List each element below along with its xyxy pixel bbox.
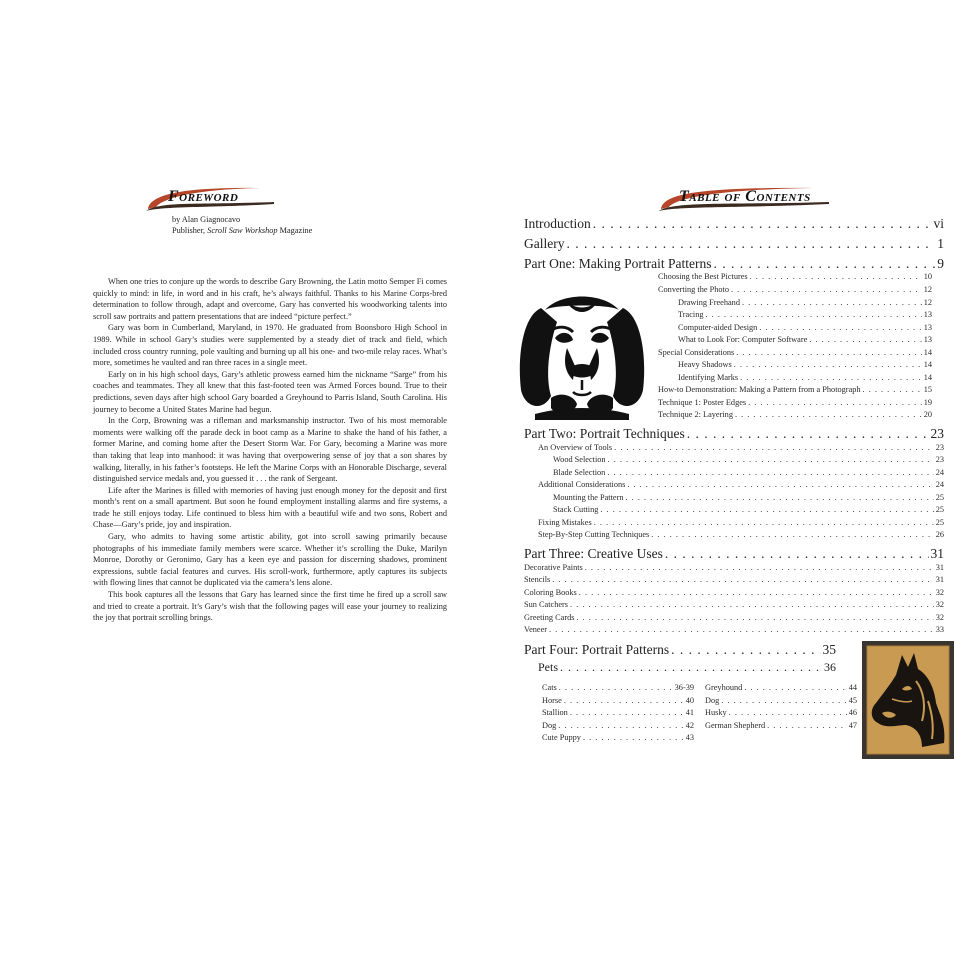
toc-entry[interactable]: Heavy Shadows . . . 14 (678, 360, 932, 369)
toc-entry[interactable]: Mounting the Pattern . . . 25 (553, 493, 944, 502)
toc-entry[interactable]: Identifying Marks . . . 14 (678, 373, 932, 382)
toc-entry[interactable]: Special Considerations . . . 14 (658, 348, 932, 357)
toc-entry[interactable]: Technique 2: Layering . . . 20 (658, 410, 932, 419)
toc-entry[interactable]: Wood Selection . . . 23 (553, 455, 944, 464)
toc-entry[interactable]: What to Look For: Computer Software . . . 13 (678, 335, 932, 344)
toc-entry[interactable]: Gallery . . . 1 (524, 236, 944, 252)
toc-entry[interactable]: Sun Catchers . . . 32 (524, 600, 944, 609)
foreword-header (140, 183, 290, 217)
toc-entry[interactable]: Greeting Cards . . . 32 (524, 613, 944, 622)
toc-entry[interactable]: How-to Demonstration: Making a Pattern from a Photograph . . . 15 (658, 385, 932, 394)
byline-publisher: Publisher, Scroll Saw Workshop Magazine (172, 226, 313, 235)
dog-portrait-illustration (515, 286, 649, 420)
toc-entry[interactable]: Part One: Making Portrait Patterns . . . 9 (524, 256, 944, 272)
toc-entry[interactable]: Tracing . . . 13 (678, 310, 932, 319)
toc-entry[interactable]: Stack Cutting . . . 25 (553, 505, 944, 514)
toc-entry[interactable]: Coloring Books . . . 32 (524, 588, 944, 597)
paragraph: This book captures all the lessons that Gary has learned since the first time he fired up a scroll saw and tried to create a portrait. It’s Gary’s wish that the following pages will ease your journey to realizing the joy that portrait scrolling brings. (93, 590, 447, 623)
byline-author: by Alan Giagnocavo (172, 215, 241, 224)
horse-portrait-illustration (862, 641, 954, 759)
toc-entry[interactable]: Part Three: Creative Uses . . . 31 (524, 546, 944, 562)
paragraph: Gary, who admits to having some artistic ability, got into scroll sawing primarily because photographs of his immediate family members were scarce. Whether it’s scrolling the Duke, Marilyn Monroe, Dorothy or Geronimo, Gary has a keen eye and passion for discerning shadows, prominent expressions, subtle facial features and curves. His scroll-work, furthermore, aptly captures its subjects with flowing lines that cannot be duplicated via the camera’s lens alone. (93, 532, 447, 588)
toc-entry[interactable]: Stencils . . . 31 (524, 575, 944, 584)
toc-entry[interactable]: Part Four: Portrait Patterns . . . 35 (524, 642, 836, 658)
toc-entry[interactable]: Blade Selection . . . 24 (553, 468, 944, 477)
toc-entry[interactable]: Decorative Paints . . . 31 (524, 563, 944, 572)
toc-entry[interactable]: Husky . . . 46 (705, 708, 857, 717)
toc-entry[interactable]: Additional Considerations . . . 24 (538, 480, 944, 489)
toc-entry[interactable]: Converting the Photo . . . 12 (658, 285, 932, 294)
foreword-title: Foreword (168, 188, 239, 205)
toc-entry[interactable]: Introduction . . . vi (524, 216, 944, 232)
toc-entry[interactable]: Choosing the Best Pictures . . . 10 (658, 272, 932, 281)
toc-entry[interactable]: Dog . . . 45 (705, 696, 857, 705)
toc-entry[interactable]: Cats . . . 36-39 (542, 683, 694, 692)
toc-entry[interactable]: Part Two: Portrait Techniques . . . 23 (524, 426, 944, 442)
toc-entry[interactable]: Veneer . . . 33 (524, 625, 944, 634)
toc-entry[interactable]: Dog . . . 42 (542, 721, 694, 730)
toc-entry[interactable]: Drawing Freehand . . . 12 (678, 298, 932, 307)
paragraph: When one tries to conjure up the words to describe Gary Browning, the Latin motto Semper Fi comes quickly to mind: in life, in word and in his craft, he’s always faithful. Thanks to his Marine Corps-bred determination to follow through, adapt and overcome, Gary has converted his woodworking talents into scroll saw portraits and pattern presentations that are indeed “picture perfect.” (93, 277, 447, 321)
foreword-body (93, 276, 447, 624)
toc-header (653, 183, 843, 217)
toc-entry[interactable]: Greyhound . . . 44 (705, 683, 857, 692)
toc-entry[interactable]: Cute Puppy . . . 43 (542, 733, 694, 742)
toc-entry[interactable]: Pets . . . 36 (538, 660, 836, 675)
toc-entry[interactable]: Technique 1: Poster Edges . . . 19 (658, 398, 932, 407)
toc-entry[interactable]: Horse . . . 40 (542, 696, 694, 705)
toc-entry[interactable]: Computer-aided Design . . . 13 (678, 323, 932, 332)
toc-entry[interactable]: German Shepherd . . . 47 (705, 721, 857, 730)
paragraph: Life after the Marines is filled with memories of having just enough money for the deposit and first month’s rent on a small apartment. But soon he found employment installing alarms and fire systems, a trade he still enjoys today. Life continued to bless him with a beautiful wife and two sons, Robert and Chase—Gary’s pride, joy and inspiration. (93, 485, 447, 530)
toc-entry[interactable]: An Overview of Tools . . . 23 (538, 443, 944, 452)
toc-entry[interactable]: Step-By-Step Cutting Techniques . . . 26 (538, 530, 944, 539)
toc-title: Table of Contents (679, 188, 811, 205)
paragraph: Early on in his high school days, Gary’s athletic prowess earned him the nickname “Sarge” from his coaches and teammates. They all knew that this fast-footed teen was Armed Forces bound. True to their predictions, seven days after high school Gary boarded a Greyhound to Parris Island, South Carolina. His journey to become a United States Marine had begun. (93, 369, 447, 414)
toc-entry[interactable]: Fixing Mistakes . . . 25 (538, 518, 944, 527)
toc-entry[interactable]: Stallion . . . 41 (542, 708, 694, 717)
toc-page (485, 0, 970, 970)
paragraph: Gary was born in Cumberland, Maryland, in 1970. He graduated from Boonsboro High School in 1989. While in school Gary’s studies were supplemented by a steady diet of track and field, which included cross country running, pole vaulting and burning up all his one- and two-mile relay races. What’s more, sometimes he vaulted and ran three races in a single meet. (93, 323, 447, 368)
magazine-name: Scroll Saw Workshop (207, 226, 278, 235)
paragraph: In the Corp, Browning was a rifleman and marksmanship instructor. Two of his most memorable moments were walking off the parade deck in boot camp as a Marine to shake the hand of his father, a former Marine, and coming home after the Desert Storm War. For Gary, becoming a Marine was more than taking that leap into manhood: it was having that overpowering sense of joy that a son shares by walking, literally, in his father’s footsteps. He left the Marine Corps with an Honorable Discharge, several distinguished service medals and, you guessed it . . . the rank of Sergeant. (93, 416, 447, 484)
byline (172, 214, 312, 236)
